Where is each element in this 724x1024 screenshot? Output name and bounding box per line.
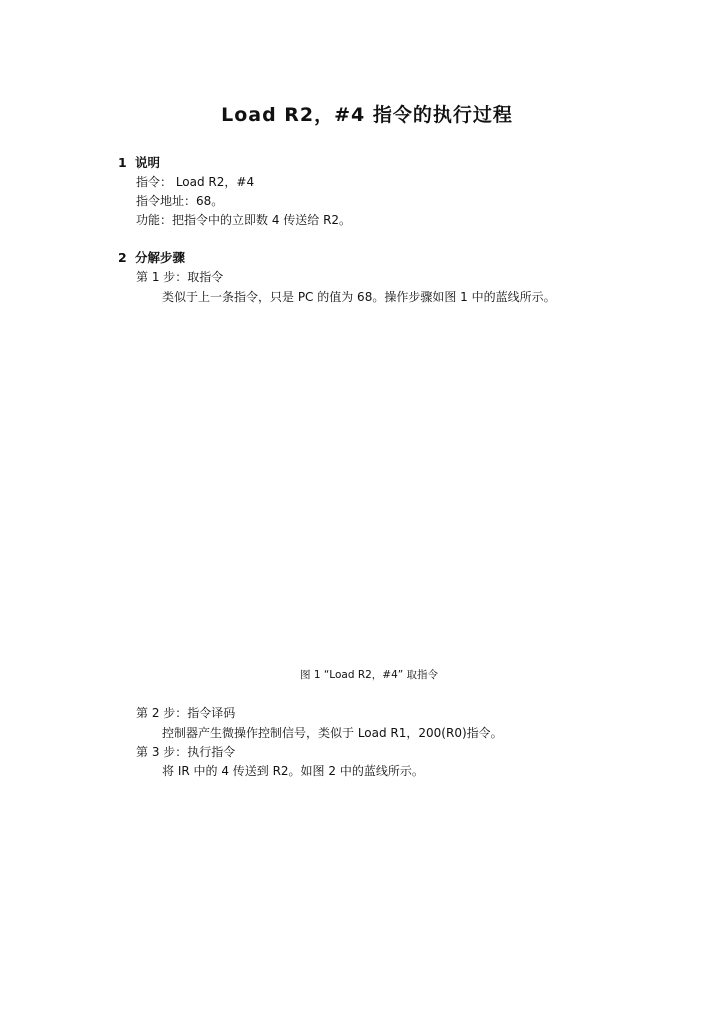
instruction-address-line: 指令地址：68。 xyxy=(136,194,224,208)
step-3-text: 将 IR 中的 4 传送到 R2。如图 2 中的蓝线所示。 xyxy=(162,764,424,778)
section-1-number: 1 xyxy=(118,155,127,170)
section-1-title: 说明 xyxy=(135,155,161,170)
figure-1-caption: 图 1 “Load R2，#4” 取指令 xyxy=(300,669,439,681)
figure-1-area xyxy=(120,318,600,648)
step-1-title: 第 1 步：取指令 xyxy=(136,270,224,284)
section-2-number: 2 xyxy=(118,250,127,265)
instruction-line: 指令： Load R2，#4 xyxy=(136,175,255,189)
step-2-text: 控制器产生微操作控制信号，类似于 Load R1，200(R0)指令。 xyxy=(162,726,503,740)
function-line: 功能：把指令中的立即数 4 传送给 R2。 xyxy=(136,213,352,227)
step-1-text: 类似于上一条指令，只是 PC 的值为 68。操作步骤如图 1 中的蓝线所示。 xyxy=(162,290,556,304)
document-title: Load R2，#4 指令的执行过程 xyxy=(221,104,513,126)
section-1-heading xyxy=(118,153,160,171)
section-2-heading xyxy=(118,248,185,266)
section-2-title: 分解步骤 xyxy=(135,250,186,265)
step-3-title: 第 3 步：执行指令 xyxy=(136,745,236,759)
step-2-title: 第 2 步：指令译码 xyxy=(136,706,236,720)
